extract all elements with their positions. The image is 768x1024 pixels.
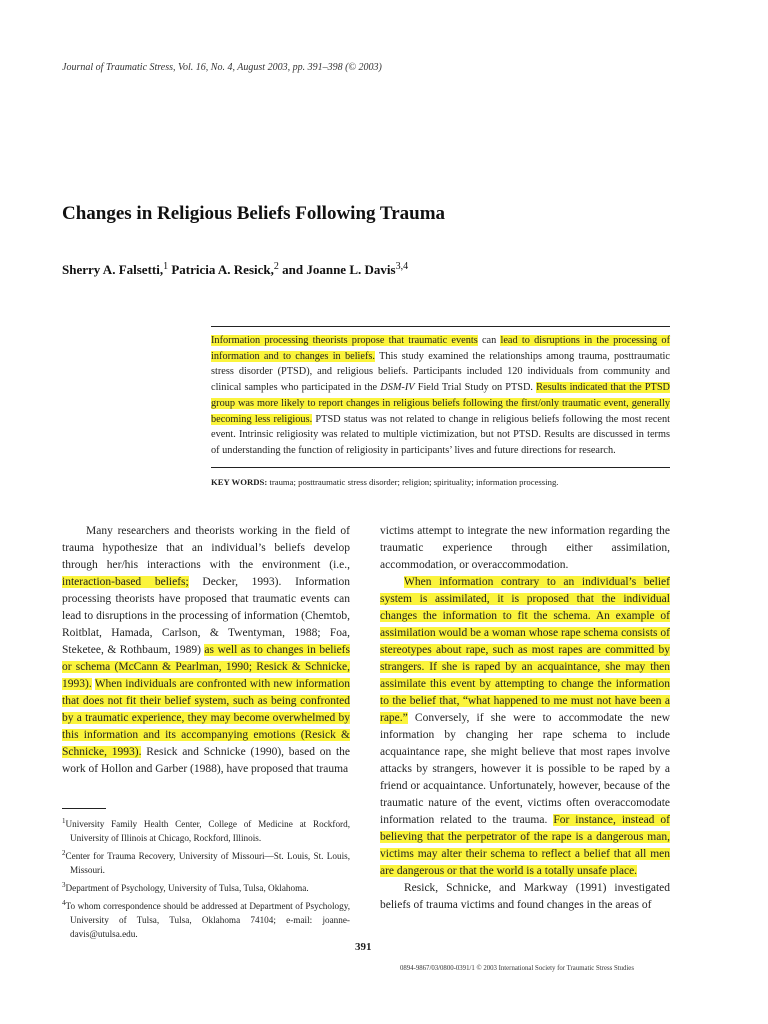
body-text: Field Trial Study on PTSD. — [414, 382, 537, 394]
keywords-label: KEY WORDS: — [211, 476, 268, 487]
footnote-divider — [62, 808, 106, 809]
body-text: This study examined the relationships among trauma, posttraumatic stress disorder (PTSD), and religious beliefs. Participants included 120 individuals from community and clinical samples who participated in the — [211, 350, 670, 394]
footnote-marker: 1 — [62, 817, 66, 825]
footnote — [62, 878, 350, 895]
keywords-line — [211, 468, 670, 487]
author-name: Patricia A. Resick, — [168, 262, 274, 277]
highlighted-text: For instance, instead of believing that the perpetrator of the rape is a dangerous man, victims may alter their schema to reflect a belief that all men are dangerous or that the world is a totally unsafe place. — [380, 814, 671, 877]
footnote — [62, 814, 350, 845]
body-text: Conversely, if she were to accommodate the new information by changing her rape schema to include acquaintance rape, she might believe that most rapes involve attacks by strangers, however it is possible to be raped by a friend or acquaintance. Unfortunately, however, because of the traumatic nature of the event, victims often overaccomodate information related to the trauma. — [380, 712, 670, 826]
author-affiliation-marker: 3,4 — [395, 261, 409, 272]
footnote-marker: 2 — [62, 849, 66, 858]
body-text: Decker, 1993). Information processing theorists have proposed that traumatic events can lead to disruptions in the processing of information (Chemtob, Roitblat, Hamada, Carlson, & Twentyman, 1988; Foa, Steketee, & Rothbaum, 1989) — [62, 576, 350, 656]
body-paragraph — [380, 523, 670, 574]
body-text: Many researchers and theorists working in the field of trauma hypothesize that an individual’s beliefs develop through her/his interactions with the environment (i.e., — [62, 525, 350, 571]
issn-copyright-line: 0894-9867/03/0800-0391/1 © 2003 International Society for Traumatic Stress Studies — [400, 965, 634, 972]
body-text: can — [477, 335, 501, 346]
author-name: Sherry A. Falsetti, — [62, 262, 164, 277]
body-column-left — [62, 523, 350, 778]
highlighted-text: Information processing theorists propose that traumatic events — [211, 335, 478, 346]
footnote-text: Center for Trauma Recovery, University of Missouri—St. Louis, St. Louis, Missouri. — [65, 851, 350, 876]
footnote-marker: 4 — [62, 899, 66, 908]
footnote — [62, 846, 350, 877]
highlighted-text: lead to disruptions in the processing of information and to changes in beliefs. — [211, 335, 670, 362]
footnote — [62, 896, 350, 941]
body-text: PTSD status was not related to change in religious beliefs following the most recent event. Intrinsic religiosity was related to multiple victimization, but not PTSD. Results are discussed in terms of understanding the function of religiosity in participants’ lives and future directions for research. — [211, 413, 670, 456]
body-column-right — [380, 523, 670, 914]
highlighted-text: Results indicated that the PTSD group was more likely to report changes in religious beliefs following the first/only traumatic event, generally becoming less religious. — [211, 382, 670, 425]
highlighted-text: interaction-based beliefs; — [62, 576, 189, 588]
footnote-text: To whom correspondence should be addressed at Department of Psychology, University of Tulsa, Tulsa, Oklahoma 74104; e-mail: joanne-davis@utulsa.edu. — [65, 901, 350, 940]
abstract-text — [211, 327, 670, 459]
body-paragraph — [380, 880, 670, 914]
author-list — [62, 261, 408, 278]
author-name: and Joanne L. Davis — [278, 262, 396, 277]
page-number: 391 — [355, 941, 372, 953]
footnote-text: University Family Health Center, College of Medicine at Rockford, University of Illinois at Chicago, Rockford, Illinois. — [65, 819, 350, 844]
footnote-text: Department of Psychology, University of Tulsa, Tulsa, Oklahoma. — [65, 883, 309, 894]
footnote-marker: 3 — [62, 881, 66, 890]
paper-title: Changes in Religious Beliefs Following Trauma — [62, 203, 446, 224]
body-text: DSM-IV — [380, 382, 415, 394]
body-text: Resick, Schnicke, and Markway (1991) investigated beliefs of trauma victims and found changes in the areas of — [380, 882, 670, 911]
highlighted-text: When information contrary to an individual’s belief system is assimilated, it is proposed that the individual changes the information to fit the schema. An example of assimilation would be a woman whose rape schema consists of stereotypes about rape, such as most rapes are committed by strangers. If she is raped by an acquaintance, she may then assimilate this event by attempting to change the information to the belief that, “what happened to me must not have been a rape.” — [380, 576, 670, 724]
body-text: victims attempt to integrate the new information regarding the traumatic experience through either assimilation, accommodation, or overaccommodation. — [380, 525, 670, 571]
journal-citation: Journal of Traumatic Stress, Vol. 16, No. 4, August 2003, pp. 391–398 (© 2003) — [62, 62, 382, 73]
footnotes — [62, 814, 350, 942]
author-affiliation-marker: 2 — [273, 261, 279, 272]
highlighted-text: as well as to changes in beliefs or schema (McCann & Pearlman, 1990; Resick & Schnicke, 1993). — [62, 644, 350, 690]
keywords-text: trauma; posttraumatic stress disorder; religion; spirituality; information processing. — [267, 476, 559, 487]
body-text: Resick and Schnicke (1990), based on the work of Hollon and Garber (1988), have proposed that trauma — [62, 746, 351, 775]
body-paragraph — [62, 523, 350, 778]
highlighted-text: When individuals are confronted with new information that does not fit their belief system, such as being confronted by a traumatic experience, they may become overwhelmed by this information and its accompanying emotions (Resick & Schnicke, 1993). — [62, 678, 350, 758]
author-affiliation-marker: 1 — [163, 261, 169, 272]
body-paragraph — [380, 574, 670, 880]
abstract-section — [211, 326, 670, 487]
